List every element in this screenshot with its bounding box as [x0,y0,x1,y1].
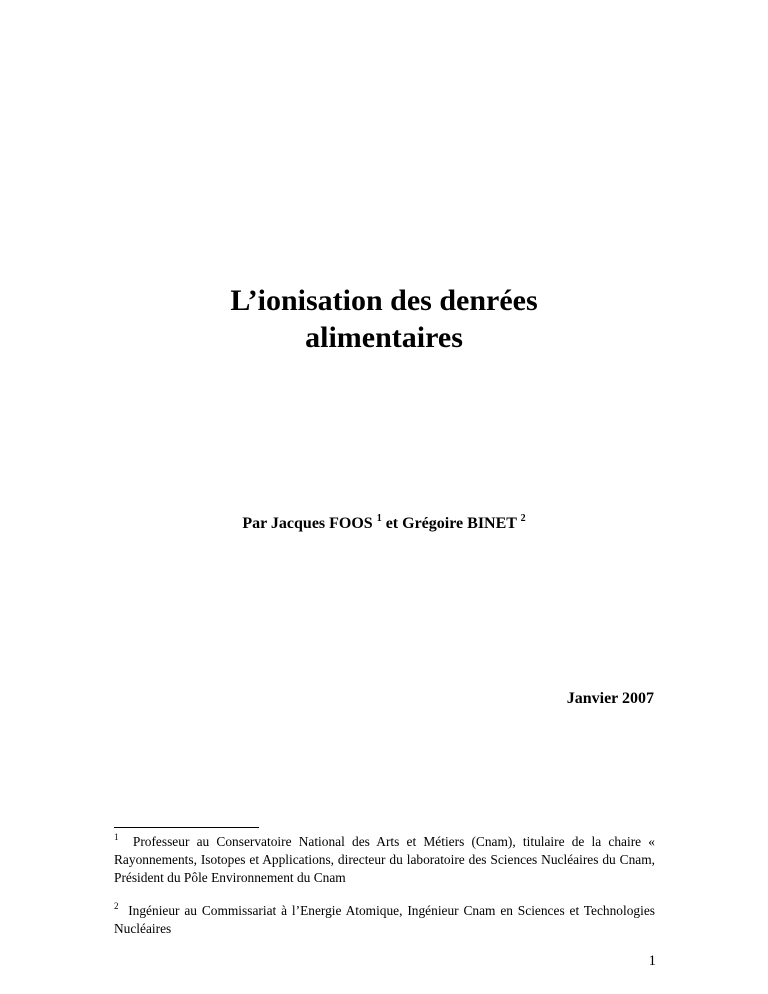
footnote-ref-2: 2 [520,513,526,524]
document-title [0,282,768,356]
document-date: Janvier 2007 [566,690,654,707]
footnote-2-marker: 2 [114,901,119,911]
footnote-ref-1: 1 [376,513,382,524]
footnote-1-text: Professeur au Conservatoire National des Arts et Métiers (Cnam), titulaire de la chaire « Rayonnements, Isotopes et Applications, directeur du laboratoire des Sciences Nucléaires du Cnam, Président du Pôle Environnement du Cnam [114,834,655,885]
footnote-2-text: Ingénieur au Commissariat à l’Energie Atomique, Ingénieur Cnam en Sciences et Technologies Nucléaires [114,903,655,936]
title-line-2: alimentaires [305,321,463,354]
author-middle: et Grégoire BINET [385,515,517,532]
author-line [0,514,768,534]
footnote-1-marker: 1 [114,832,119,842]
author-prefix: Par Jacques FOOS [242,515,373,532]
page-number: 1 [648,953,656,969]
title-line-1: L’ionisation des denrées [230,284,538,317]
footnote-2 [114,902,655,938]
footnote-separator [114,827,259,828]
footnote-1 [114,833,655,887]
